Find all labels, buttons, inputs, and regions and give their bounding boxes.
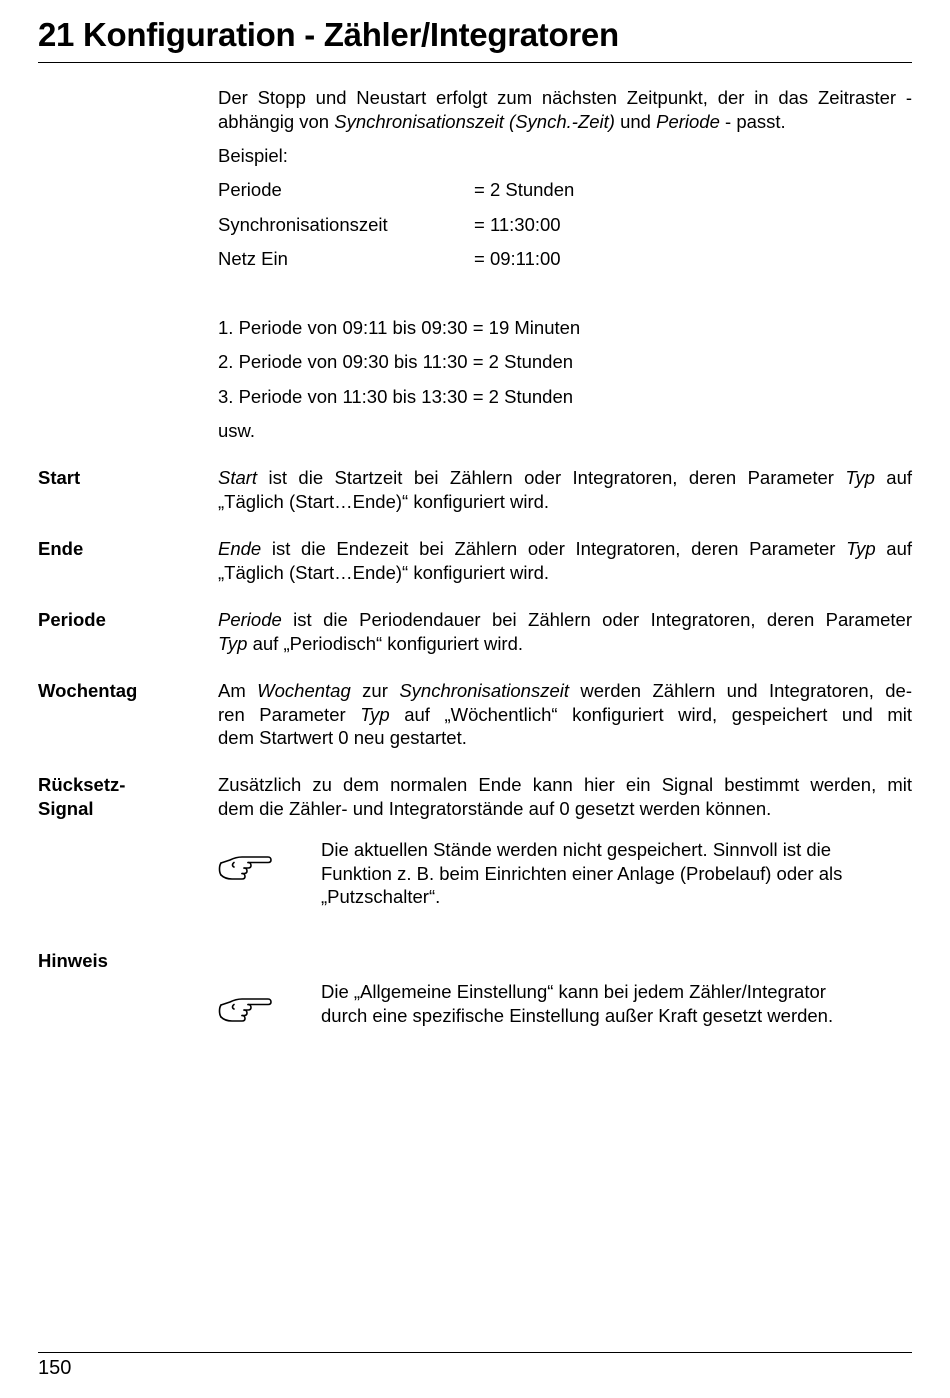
example-value-synchronisationszeit: = 11:30:00 (474, 214, 561, 235)
label-ruecksetz-signal: Rücksetz- Signal (38, 774, 126, 819)
intro-line-1: Der Stopp und Neustart erfolgt zum nächsten Zeitpunkt, der in das Zeitraster - (218, 87, 912, 108)
start-description: Start ist die Startzeit bei Zählern oder Integratoren, deren Parameter Typ auf „Täglich (Start…Ende)“ konfiguriert wird. (218, 467, 912, 512)
label-periode: Periode (38, 609, 106, 630)
example-etc: usw. (218, 420, 256, 441)
periode-description: Periode ist die Periodendauer bei Zählern oder Integratoren, deren Parameter Typ auf „Periodisch“ konfiguriert wird. (218, 609, 912, 654)
ruecksetz-description: Zusätzlich zu dem normalen Ende kann hier ein Signal bestimmt werden, mit dem die Zähler- und Integratorstände auf 0 gesetzt werden können. (218, 774, 912, 819)
footer-rule (38, 1352, 912, 1353)
example-label-netz-ein: Netz Ein (218, 248, 288, 269)
wochentag-description: Am Wochentag zur Synchronisationszeit werden Zählern und Integratoren, de- ren Parameter Typ auf „Wöchentlich“ konfiguriert wird, gespeichert und mit dem Startwert 0 neu gestartet. (218, 680, 912, 748)
pointing-hand-icon (218, 853, 272, 883)
label-hinweis: Hinweis (38, 950, 108, 971)
label-ende: Ende (38, 538, 84, 559)
period-line-1: 1. Periode von 09:11 bis 09:30 = 19 Minuten (218, 317, 581, 338)
intro-paragraph (218, 86, 912, 133)
label-start: Start (38, 467, 81, 488)
period-line-3: 3. Periode von 11:30 bis 13:30 = 2 Stunden (218, 386, 574, 407)
label-wochentag: Wochentag (38, 680, 138, 701)
page-number: 150 (38, 1357, 72, 1379)
hinweis-note: Die „Allgemeine Einstellung“ kann bei jedem Zähler/Integrator durch eine spezifische Einstellung außer Kraft gesetzt werden. (321, 981, 834, 1026)
example-label-periode: Periode (218, 179, 282, 200)
ruecksetz-note: Die aktuellen Stände werden nicht gespeichert. Sinnvoll ist die Funktion z. B. beim Einrichten einer Anlage (Probelauf) oder als „Putzschalter“. (321, 839, 843, 907)
period-line-2: 2. Periode von 09:30 bis 11:30 = 2 Stunden (218, 351, 574, 372)
header-rule (38, 62, 912, 63)
ende-description: Ende ist die Endezeit bei Zählern oder Integratoren, deren Parameter Typ auf „Täglich (Start…Ende)“ konfiguriert wird. (218, 538, 912, 583)
example-heading: Beispiel: (218, 145, 288, 166)
example-value-netz-ein: = 09:11:00 (474, 248, 561, 269)
intro-line-2: abhängig von Synchronisationszeit (Synch.-Zeit) und Periode - passt. (218, 110, 786, 132)
pointing-hand-icon (218, 995, 272, 1025)
page-title: 21 Konfiguration - Zähler/Integratoren (38, 16, 619, 53)
example-value-periode: = 2 Stunden (474, 179, 575, 200)
example-label-synchronisationszeit: Synchronisationszeit (218, 214, 388, 235)
